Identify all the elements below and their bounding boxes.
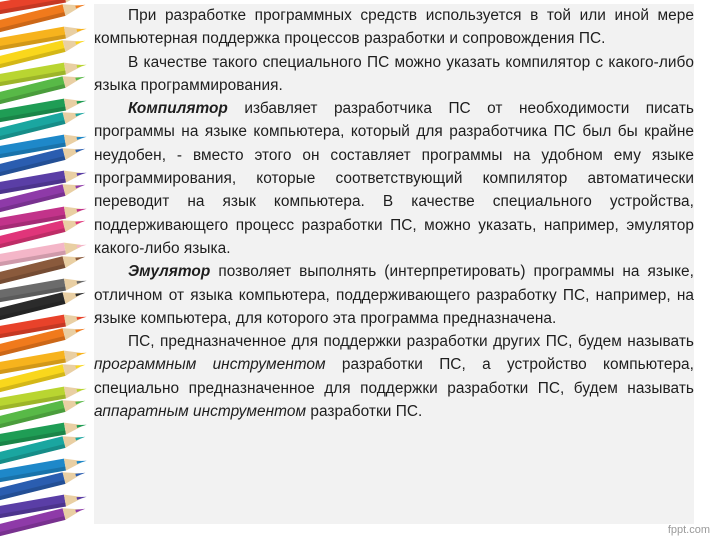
text-segment: разработки ПС. bbox=[306, 403, 423, 421]
term-emphasis: Эмулятор bbox=[128, 263, 211, 281]
paragraph bbox=[94, 97, 694, 260]
text-block bbox=[94, 4, 694, 524]
pencils-decoration bbox=[0, 0, 90, 540]
paragraph bbox=[94, 330, 694, 423]
watermark: fppt.com bbox=[667, 524, 710, 536]
paragraph bbox=[94, 4, 694, 51]
text-segment: ПС, предназначенное для поддержки разработки других ПС, будем называть bbox=[128, 333, 694, 351]
text-segment: разработки ПС, а устройство компьютера, специально предназначенное для поддержки разработки ПС, будем называть bbox=[94, 356, 694, 397]
text-segment: избавляет разработчика ПС от необходимости писать программы на языке компьютера, который для разработчика ПС был бы крайне неудобен, - вместо этого он составляет программы на удобном ему языке программирования, которые соответствующий компилятор автоматически переводит на язык компьютера. В качестве специального устройства, поддерживающего процесс разработки ПС, можно указать, например, эмулятор какого-либо языка. bbox=[94, 100, 694, 257]
text-segment: При разработке программных средств используется в той или иной мере компьютерная поддержка процессов разработки и сопровождения ПС. bbox=[94, 7, 694, 48]
text-segment: позволяет выполнять (интерпретировать) программы на языке, отличном от языка компьютера, поддерживающего разработку ПС, например, на языке компьютера, для которого эта программа предназначена. bbox=[94, 263, 694, 327]
term-emphasis: Компилятор bbox=[128, 100, 228, 118]
text-segment: В качестве такого специального ПС можно указать компилятор с какого-либо языка программирования. bbox=[94, 53, 694, 94]
term-italic: программным инструментом bbox=[94, 356, 326, 374]
term-italic: аппаратным инструментом bbox=[94, 403, 307, 421]
paragraph bbox=[94, 260, 694, 330]
paragraph bbox=[94, 51, 694, 98]
